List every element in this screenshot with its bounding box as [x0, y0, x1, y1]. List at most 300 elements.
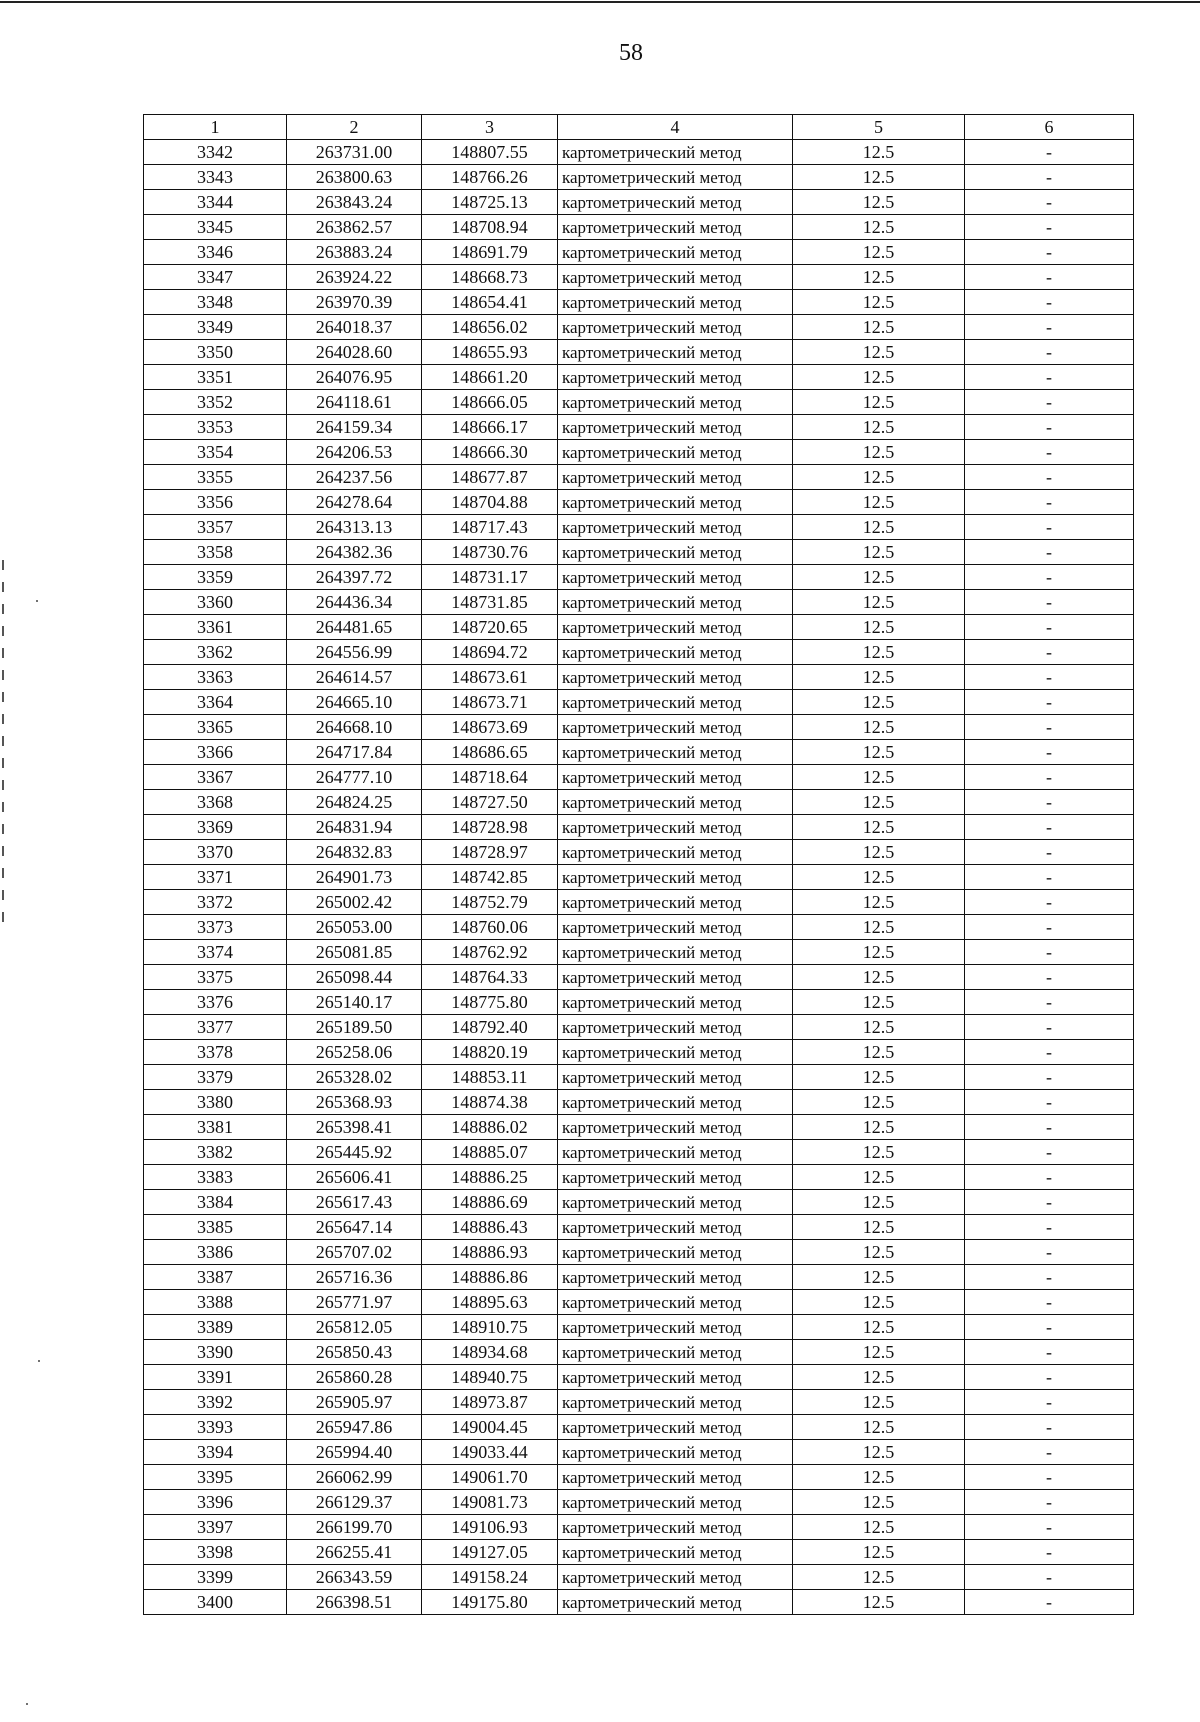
note-cell: - — [965, 265, 1134, 290]
x-coordinate-cell: 264717.84 — [287, 740, 422, 765]
accuracy-cell: 12.5 — [793, 340, 965, 365]
method-cell: картометрический метод — [558, 1140, 793, 1165]
accuracy-cell: 12.5 — [793, 165, 965, 190]
point-number-cell: 3378 — [144, 1040, 287, 1065]
point-number-cell: 3358 — [144, 540, 287, 565]
point-number-cell: 3373 — [144, 915, 287, 940]
method-cell: картометрический метод — [558, 165, 793, 190]
table-row — [144, 440, 1134, 465]
accuracy-cell: 12.5 — [793, 1140, 965, 1165]
note-cell: - — [965, 965, 1134, 990]
accuracy-cell: 12.5 — [793, 1015, 965, 1040]
table-row — [144, 790, 1134, 815]
method-cell: картометрический метод — [558, 1015, 793, 1040]
x-coordinate-cell: 266343.59 — [287, 1565, 422, 1590]
note-cell: - — [965, 1390, 1134, 1415]
x-coordinate-cell: 263970.39 — [287, 290, 422, 315]
note-cell: - — [965, 1240, 1134, 1265]
method-cell: картометрический метод — [558, 890, 793, 915]
y-coordinate-cell: 148731.17 — [422, 565, 558, 590]
y-coordinate-cell: 148886.25 — [422, 1165, 558, 1190]
note-cell: - — [965, 765, 1134, 790]
x-coordinate-cell: 265850.43 — [287, 1340, 422, 1365]
note-cell: - — [965, 840, 1134, 865]
note-cell: - — [965, 290, 1134, 315]
point-number-cell: 3382 — [144, 1140, 287, 1165]
y-coordinate-cell: 148668.73 — [422, 265, 558, 290]
point-number-cell: 3399 — [144, 1565, 287, 1590]
note-cell: - — [965, 490, 1134, 515]
accuracy-cell: 12.5 — [793, 490, 965, 515]
table-row — [144, 1440, 1134, 1465]
method-cell: картометрический метод — [558, 1465, 793, 1490]
accuracy-cell: 12.5 — [793, 290, 965, 315]
table-row — [144, 515, 1134, 540]
method-cell: картометрический метод — [558, 740, 793, 765]
table-row — [144, 1490, 1134, 1515]
point-number-cell: 3396 — [144, 1490, 287, 1515]
y-coordinate-cell: 148742.85 — [422, 865, 558, 890]
x-coordinate-cell: 264481.65 — [287, 615, 422, 640]
point-number-cell: 3355 — [144, 465, 287, 490]
table-row — [144, 490, 1134, 515]
accuracy-cell: 12.5 — [793, 1415, 965, 1440]
y-coordinate-cell: 148766.26 — [422, 165, 558, 190]
top-scan-edge — [0, 1, 1200, 3]
table-row — [144, 990, 1134, 1015]
point-number-cell: 3349 — [144, 315, 287, 340]
note-cell: - — [965, 440, 1134, 465]
table-row — [144, 1265, 1134, 1290]
method-cell: картометрический метод — [558, 1340, 793, 1365]
note-cell: - — [965, 1015, 1134, 1040]
note-cell: - — [965, 915, 1134, 940]
note-cell: - — [965, 1440, 1134, 1465]
x-coordinate-cell: 265053.00 — [287, 915, 422, 940]
method-cell: картометрический метод — [558, 1440, 793, 1465]
accuracy-cell: 12.5 — [793, 1440, 965, 1465]
column-header: 4 — [558, 115, 793, 140]
method-cell: картометрический метод — [558, 390, 793, 415]
method-cell: картометрический метод — [558, 1190, 793, 1215]
accuracy-cell: 12.5 — [793, 890, 965, 915]
y-coordinate-cell: 148973.87 — [422, 1390, 558, 1415]
method-cell: картометрический метод — [558, 290, 793, 315]
accuracy-cell: 12.5 — [793, 1190, 965, 1215]
accuracy-cell: 12.5 — [793, 540, 965, 565]
point-number-cell: 3388 — [144, 1290, 287, 1315]
accuracy-cell: 12.5 — [793, 940, 965, 965]
accuracy-cell: 12.5 — [793, 815, 965, 840]
table-row — [144, 765, 1134, 790]
x-coordinate-cell: 264614.57 — [287, 665, 422, 690]
y-coordinate-cell: 148885.07 — [422, 1140, 558, 1165]
method-cell: картометрический метод — [558, 365, 793, 390]
table-row — [144, 365, 1134, 390]
x-coordinate-cell: 264436.34 — [287, 590, 422, 615]
point-number-cell: 3380 — [144, 1090, 287, 1115]
table-row — [144, 640, 1134, 665]
table-row — [144, 240, 1134, 265]
note-cell: - — [965, 990, 1134, 1015]
accuracy-cell: 12.5 — [793, 765, 965, 790]
method-cell: картометрический метод — [558, 790, 793, 815]
method-cell: картометрический метод — [558, 1065, 793, 1090]
method-cell: картометрический метод — [558, 265, 793, 290]
point-number-cell: 3383 — [144, 1165, 287, 1190]
point-number-cell: 3361 — [144, 615, 287, 640]
y-coordinate-cell: 148728.98 — [422, 815, 558, 840]
method-cell: картометрический метод — [558, 840, 793, 865]
y-coordinate-cell: 148820.19 — [422, 1040, 558, 1065]
point-number-cell: 3342 — [144, 140, 287, 165]
accuracy-cell: 12.5 — [793, 915, 965, 940]
note-cell: - — [965, 1590, 1134, 1615]
y-coordinate-cell: 148717.43 — [422, 515, 558, 540]
table-row — [144, 1465, 1134, 1490]
note-cell: - — [965, 165, 1134, 190]
y-coordinate-cell: 149106.93 — [422, 1515, 558, 1540]
y-coordinate-cell: 148807.55 — [422, 140, 558, 165]
method-cell: картометрический метод — [558, 690, 793, 715]
accuracy-cell: 12.5 — [793, 515, 965, 540]
point-number-cell: 3370 — [144, 840, 287, 865]
table-row — [144, 1540, 1134, 1565]
method-cell: картометрический метод — [558, 940, 793, 965]
accuracy-cell: 12.5 — [793, 1465, 965, 1490]
method-cell: картометрический метод — [558, 1390, 793, 1415]
method-cell: картометрический метод — [558, 915, 793, 940]
note-cell: - — [965, 415, 1134, 440]
y-coordinate-cell: 148677.87 — [422, 465, 558, 490]
accuracy-cell: 12.5 — [793, 690, 965, 715]
x-coordinate-cell: 266062.99 — [287, 1465, 422, 1490]
method-cell: картометрический метод — [558, 1590, 793, 1615]
x-coordinate-cell: 265812.05 — [287, 1315, 422, 1340]
accuracy-cell: 12.5 — [793, 790, 965, 815]
method-cell: картометрический метод — [558, 140, 793, 165]
point-number-cell: 3375 — [144, 965, 287, 990]
point-number-cell: 3348 — [144, 290, 287, 315]
table-row — [144, 940, 1134, 965]
table-row — [144, 615, 1134, 640]
table-row — [144, 1240, 1134, 1265]
accuracy-cell: 12.5 — [793, 1340, 965, 1365]
method-cell: картометрический метод — [558, 715, 793, 740]
page-number: 58 — [619, 40, 643, 66]
y-coordinate-cell: 148940.75 — [422, 1365, 558, 1390]
x-coordinate-cell: 265368.93 — [287, 1090, 422, 1115]
method-cell: картометрический метод — [558, 990, 793, 1015]
point-number-cell: 3374 — [144, 940, 287, 965]
x-coordinate-cell: 265707.02 — [287, 1240, 422, 1265]
y-coordinate-cell: 148853.11 — [422, 1065, 558, 1090]
x-coordinate-cell: 264901.73 — [287, 865, 422, 890]
x-coordinate-cell: 265860.28 — [287, 1365, 422, 1390]
method-cell: картометрический метод — [558, 1115, 793, 1140]
note-cell: - — [965, 1115, 1134, 1140]
accuracy-cell: 12.5 — [793, 1540, 965, 1565]
accuracy-cell: 12.5 — [793, 1515, 965, 1540]
note-cell: - — [965, 1490, 1134, 1515]
x-coordinate-cell: 264237.56 — [287, 465, 422, 490]
column-header: 3 — [422, 115, 558, 140]
accuracy-cell: 12.5 — [793, 740, 965, 765]
accuracy-cell: 12.5 — [793, 1215, 965, 1240]
method-cell: картометрический метод — [558, 1565, 793, 1590]
x-coordinate-cell: 264665.10 — [287, 690, 422, 715]
x-coordinate-cell: 263731.00 — [287, 140, 422, 165]
table-row — [144, 690, 1134, 715]
table-row — [144, 290, 1134, 315]
accuracy-cell: 12.5 — [793, 465, 965, 490]
x-coordinate-cell: 265398.41 — [287, 1115, 422, 1140]
y-coordinate-cell: 148718.64 — [422, 765, 558, 790]
x-coordinate-cell: 265905.97 — [287, 1390, 422, 1415]
accuracy-cell: 12.5 — [793, 715, 965, 740]
y-coordinate-cell: 148874.38 — [422, 1090, 558, 1115]
x-coordinate-cell: 264076.95 — [287, 365, 422, 390]
accuracy-cell: 12.5 — [793, 190, 965, 215]
note-cell: - — [965, 740, 1134, 765]
accuracy-cell: 12.5 — [793, 1265, 965, 1290]
x-coordinate-cell: 264118.61 — [287, 390, 422, 415]
method-cell: картометрический метод — [558, 1315, 793, 1340]
accuracy-cell: 12.5 — [793, 1065, 965, 1090]
point-number-cell: 3346 — [144, 240, 287, 265]
y-coordinate-cell: 148655.93 — [422, 340, 558, 365]
note-cell: - — [965, 1040, 1134, 1065]
point-number-cell: 3369 — [144, 815, 287, 840]
table-row — [144, 815, 1134, 840]
x-coordinate-cell: 265716.36 — [287, 1265, 422, 1290]
x-coordinate-cell: 263800.63 — [287, 165, 422, 190]
x-coordinate-cell: 264028.60 — [287, 340, 422, 365]
point-number-cell: 3350 — [144, 340, 287, 365]
x-coordinate-cell: 266199.70 — [287, 1515, 422, 1540]
table-row — [144, 1340, 1134, 1365]
note-cell: - — [965, 890, 1134, 915]
point-number-cell: 3347 — [144, 265, 287, 290]
x-coordinate-cell: 265002.42 — [287, 890, 422, 915]
note-cell: - — [965, 1265, 1134, 1290]
point-number-cell: 3366 — [144, 740, 287, 765]
accuracy-cell: 12.5 — [793, 990, 965, 1015]
y-coordinate-cell: 148886.86 — [422, 1265, 558, 1290]
point-number-cell: 3395 — [144, 1465, 287, 1490]
accuracy-cell: 12.5 — [793, 665, 965, 690]
method-cell: картометрический метод — [558, 1090, 793, 1115]
y-coordinate-cell: 148661.20 — [422, 365, 558, 390]
accuracy-cell: 12.5 — [793, 865, 965, 890]
x-coordinate-cell: 265947.86 — [287, 1415, 422, 1440]
table-row — [144, 590, 1134, 615]
accuracy-cell: 12.5 — [793, 1390, 965, 1415]
y-coordinate-cell: 148731.85 — [422, 590, 558, 615]
y-coordinate-cell: 148694.72 — [422, 640, 558, 665]
y-coordinate-cell: 148727.50 — [422, 790, 558, 815]
note-cell: - — [965, 1065, 1134, 1090]
accuracy-cell: 12.5 — [793, 265, 965, 290]
table-row — [144, 865, 1134, 890]
x-coordinate-cell: 265771.97 — [287, 1290, 422, 1315]
note-cell: - — [965, 540, 1134, 565]
table-row — [144, 1115, 1134, 1140]
point-number-cell: 3353 — [144, 415, 287, 440]
note-cell: - — [965, 615, 1134, 640]
table-row — [144, 890, 1134, 915]
accuracy-cell: 12.5 — [793, 590, 965, 615]
note-cell: - — [965, 640, 1134, 665]
x-coordinate-cell: 264206.53 — [287, 440, 422, 465]
table-row — [144, 1415, 1134, 1440]
x-coordinate-cell: 264668.10 — [287, 715, 422, 740]
x-coordinate-cell: 264159.34 — [287, 415, 422, 440]
table-row — [144, 415, 1134, 440]
point-number-cell: 3387 — [144, 1265, 287, 1290]
table-row — [144, 715, 1134, 740]
x-coordinate-cell: 264832.83 — [287, 840, 422, 865]
x-coordinate-cell: 264831.94 — [287, 815, 422, 840]
y-coordinate-cell: 148691.79 — [422, 240, 558, 265]
table-row — [144, 1365, 1134, 1390]
y-coordinate-cell: 148728.97 — [422, 840, 558, 865]
y-coordinate-cell: 148730.76 — [422, 540, 558, 565]
y-coordinate-cell: 149127.05 — [422, 1540, 558, 1565]
method-cell: картометрический метод — [558, 765, 793, 790]
x-coordinate-cell: 263843.24 — [287, 190, 422, 215]
method-cell: картометрический метод — [558, 865, 793, 890]
note-cell: - — [965, 515, 1134, 540]
note-cell: - — [965, 940, 1134, 965]
x-coordinate-cell: 265140.17 — [287, 990, 422, 1015]
point-number-cell: 3386 — [144, 1240, 287, 1265]
accuracy-cell: 12.5 — [793, 840, 965, 865]
x-coordinate-cell: 265617.43 — [287, 1190, 422, 1215]
note-cell: - — [965, 815, 1134, 840]
table-row — [144, 1140, 1134, 1165]
point-number-cell: 3354 — [144, 440, 287, 465]
accuracy-cell: 12.5 — [793, 1315, 965, 1340]
point-number-cell: 3360 — [144, 590, 287, 615]
point-number-cell: 3379 — [144, 1065, 287, 1090]
y-coordinate-cell: 148762.92 — [422, 940, 558, 965]
note-cell: - — [965, 1415, 1134, 1440]
note-cell: - — [965, 190, 1134, 215]
note-cell: - — [965, 1565, 1134, 1590]
method-cell: картометрический метод — [558, 1415, 793, 1440]
note-cell: - — [965, 340, 1134, 365]
accuracy-cell: 12.5 — [793, 365, 965, 390]
table-row — [144, 1015, 1134, 1040]
method-cell: картометрический метод — [558, 190, 793, 215]
method-cell: картометрический метод — [558, 965, 793, 990]
note-cell: - — [965, 565, 1134, 590]
point-number-cell: 3372 — [144, 890, 287, 915]
method-cell: картометрический метод — [558, 490, 793, 515]
column-header: 2 — [287, 115, 422, 140]
table-row — [144, 840, 1134, 865]
note-cell: - — [965, 590, 1134, 615]
method-cell: картометрический метод — [558, 640, 793, 665]
y-coordinate-cell: 148666.17 — [422, 415, 558, 440]
x-coordinate-cell: 264824.25 — [287, 790, 422, 815]
accuracy-cell: 12.5 — [793, 1290, 965, 1315]
note-cell: - — [965, 140, 1134, 165]
y-coordinate-cell: 148775.80 — [422, 990, 558, 1015]
point-number-cell: 3400 — [144, 1590, 287, 1615]
y-coordinate-cell: 148666.30 — [422, 440, 558, 465]
x-coordinate-cell: 265647.14 — [287, 1215, 422, 1240]
note-cell: - — [965, 665, 1134, 690]
accuracy-cell: 12.5 — [793, 965, 965, 990]
y-coordinate-cell: 148708.94 — [422, 215, 558, 240]
method-cell: картометрический метод — [558, 1365, 793, 1390]
x-coordinate-cell: 264382.36 — [287, 540, 422, 565]
accuracy-cell: 12.5 — [793, 1115, 965, 1140]
x-coordinate-cell: 265445.92 — [287, 1140, 422, 1165]
table-row — [144, 265, 1134, 290]
table-row — [144, 740, 1134, 765]
x-coordinate-cell: 264556.99 — [287, 640, 422, 665]
note-cell: - — [965, 1140, 1134, 1165]
method-cell: картометрический метод — [558, 1040, 793, 1065]
x-coordinate-cell: 264313.13 — [287, 515, 422, 540]
point-number-cell: 3377 — [144, 1015, 287, 1040]
accuracy-cell: 12.5 — [793, 565, 965, 590]
y-coordinate-cell: 148760.06 — [422, 915, 558, 940]
method-cell: картометрический метод — [558, 465, 793, 490]
column-header: 1 — [144, 115, 287, 140]
point-number-cell: 3359 — [144, 565, 287, 590]
y-coordinate-cell: 148886.93 — [422, 1240, 558, 1265]
method-cell: картометрический метод — [558, 540, 793, 565]
accuracy-cell: 12.5 — [793, 1040, 965, 1065]
method-cell: картометрический метод — [558, 315, 793, 340]
table-row — [144, 140, 1134, 165]
method-cell: картометрический метод — [558, 215, 793, 240]
note-cell: - — [965, 1515, 1134, 1540]
note-cell: - — [965, 240, 1134, 265]
point-number-cell: 3365 — [144, 715, 287, 740]
table-row — [144, 1290, 1134, 1315]
table-row — [144, 565, 1134, 590]
table-row — [144, 1565, 1134, 1590]
table-row — [144, 1315, 1134, 1340]
table-row — [144, 315, 1134, 340]
method-cell: картометрический метод — [558, 665, 793, 690]
x-coordinate-cell: 266129.37 — [287, 1490, 422, 1515]
method-cell: картометрический метод — [558, 1490, 793, 1515]
note-cell: - — [965, 1290, 1134, 1315]
point-number-cell: 3390 — [144, 1340, 287, 1365]
x-coordinate-cell: 264397.72 — [287, 565, 422, 590]
y-coordinate-cell: 148886.02 — [422, 1115, 558, 1140]
point-number-cell: 3357 — [144, 515, 287, 540]
note-cell: - — [965, 1465, 1134, 1490]
table-row — [144, 165, 1134, 190]
y-coordinate-cell: 148656.02 — [422, 315, 558, 340]
note-cell: - — [965, 690, 1134, 715]
note-cell: - — [965, 1365, 1134, 1390]
note-cell: - — [965, 315, 1134, 340]
table-row — [144, 1390, 1134, 1415]
method-cell: картометрический метод — [558, 415, 793, 440]
table-row — [144, 1040, 1134, 1065]
point-number-cell: 3368 — [144, 790, 287, 815]
coordinates-table — [143, 114, 1134, 1615]
accuracy-cell: 12.5 — [793, 440, 965, 465]
